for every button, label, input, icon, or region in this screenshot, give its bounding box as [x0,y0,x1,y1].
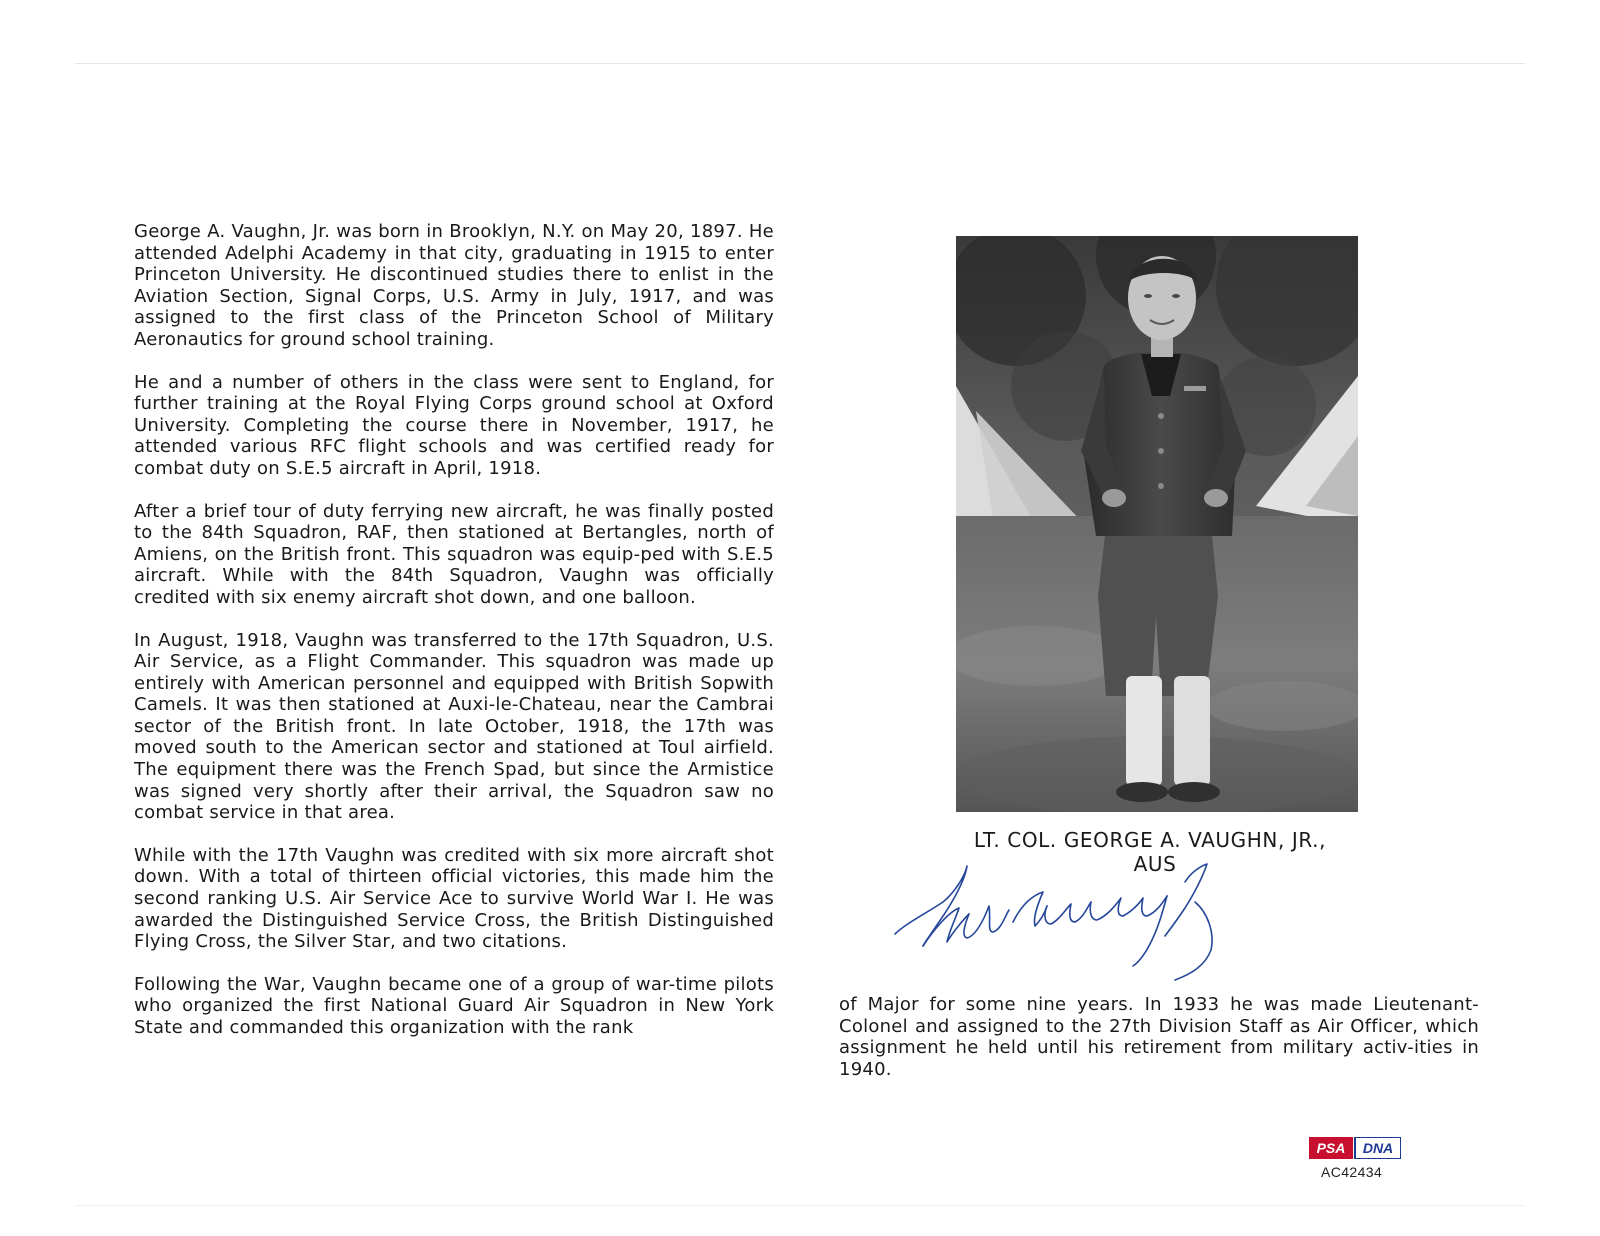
handwritten-signature [895,862,1295,982]
bio-paragraph-6: Following the War, Vaughn became one of a group of war-time pilots who organized the first National Guard Air Squadron in New York State and commanded this organization with the rank [134,973,774,1038]
bio-paragraph-3: After a brief tour of duty ferrying new aircraft, he was finally posted to the 84th Squadron, RAF, then stationed at Bertangles, north of Amiens, on the British front. This squadron was equip-ped with S.E.5 aircraft. While with the 84th Squadron, Vaughn was officially credited with six enemy aircraft shot down, and one balloon. [134,500,774,608]
bottom-border-line [75,1205,1525,1206]
bio-paragraph-5: While with the 17th Vaughn was credited with six more aircraft shot down. With a total of thirteen official victories, this made him the second ranking U.S. Air Service Ace to survive World War I. He was awarded the Distinguished Service Cross, the British Distinguished Flying Cross, the Silver Star, and two citations. [134,844,774,953]
portrait-photo [956,236,1358,812]
caption-rank-line: AUS [1133,852,1177,876]
biography-column [134,221,774,1060]
bio-paragraph-1: George A. Vaughn, Jr. was born in Brooklyn, N.Y. on May 20, 1897. He attended Adelphi Academy in that city, graduating in 1915 to enter Princeton University. He discontinued studies there to enlist in the Aviation Section, Signal Corps, U.S. Army in July, 1917, and was assigned to the first class of the Princeton School of Military Aeronautics for ground school training. [134,221,774,350]
psa-logo-text: PSA [1316,1140,1346,1156]
bio-paragraph-4: In August, 1918, Vaughn was transferred to the 17th Squadron, U.S. Air Service, as a Flight Commander. This squadron was made up entirely with American personnel and equipped with British Sopwith Camels. It was then stationed at Auxi-le-Chateau, near the Cambrai sector of the British front. In late October, 1918, the 17th was moved south to the American sector and stationed at Toul airfield. The equipment there was the French Spad, but since the Armistice was signed very shortly after their arrival, the Squadron saw no combat service in that area. [134,629,774,824]
bio-continuation-paragraph: of Major for some nine years. In 1933 he was made Lieutenant-Colonel and assigned to the 27th Division Staff as Air Officer, which assignment he held until his retirement from military activ-ities in 1940. [839,994,1479,1080]
dna-logo-text: DNA [1362,1140,1394,1156]
authentication-code: AC42434 [1321,1164,1383,1180]
caption-name-line: LT. COL. GEORGE A. VAUGHN, JR., [973,828,1327,852]
biography-continuation-column [839,994,1479,1080]
psa-dna-logo [1309,1137,1401,1159]
top-border-line [75,63,1525,64]
bio-paragraph-2: He and a number of others in the class were sent to England, for further training at the Royal Flying Corps ground school at Oxford University. Completing the course there in November, 1917, he attended various RFC flight schools and was certified ready for combat duty on S.E.5 aircraft in April, 1918. [134,371,774,479]
